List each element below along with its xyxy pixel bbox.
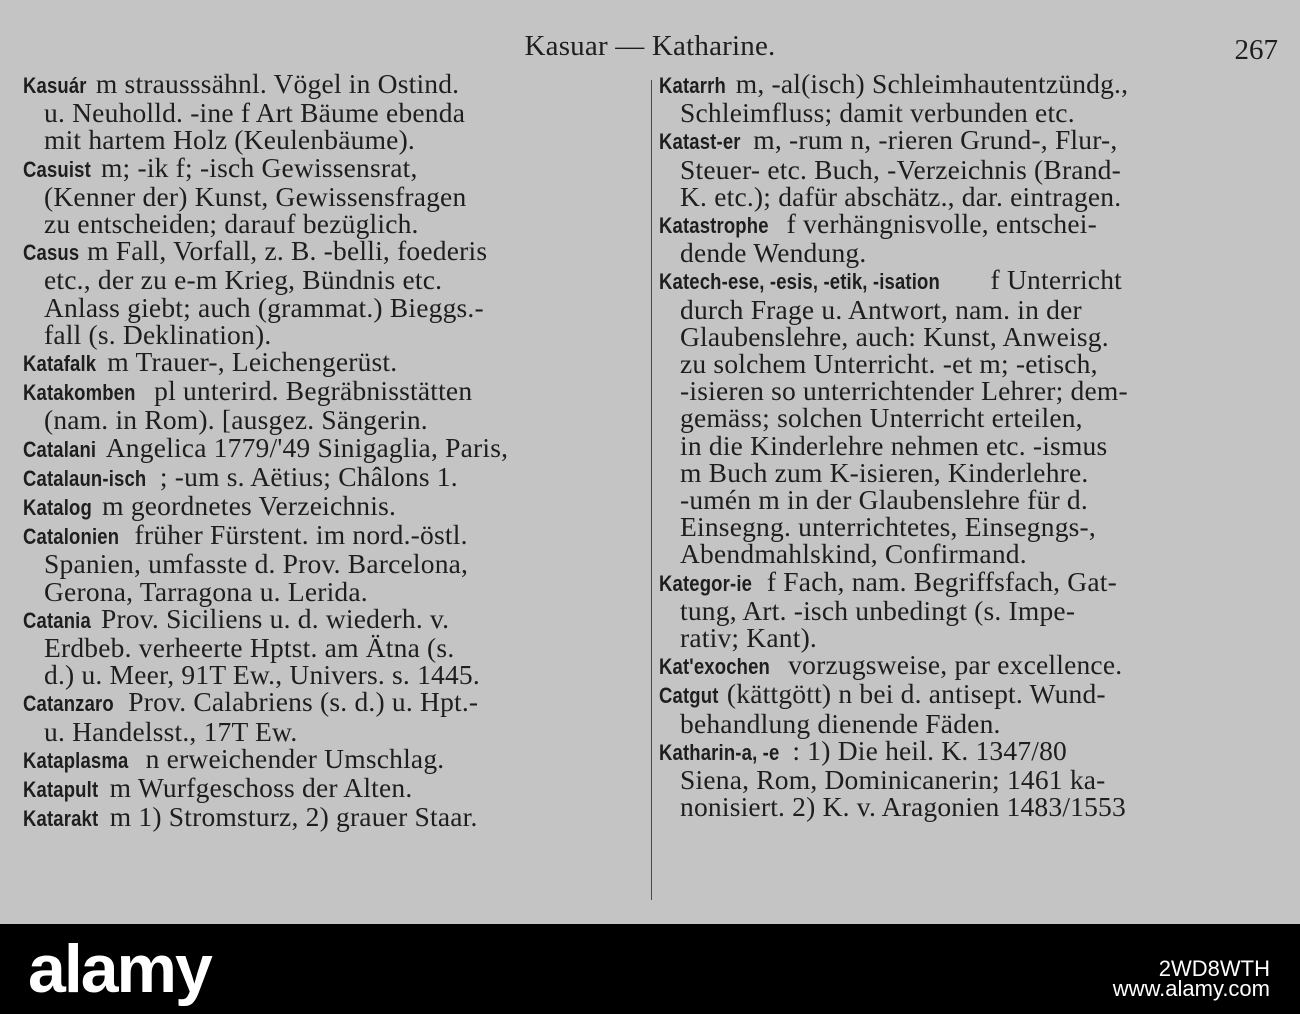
entry-text: (kättgött) n bei d. antisept. Wund- <box>719 678 1106 710</box>
entry-line <box>44 97 644 129</box>
entry-text: dende Wendung. <box>680 237 867 269</box>
entry-text: m Buch zum K-isieren, Kinderlehre. <box>680 456 1089 488</box>
entry-text: nonisiert. 2) K. v. Aragonien 1483/1553 <box>680 791 1126 823</box>
dictionary-entry <box>659 565 1280 654</box>
entry-line <box>23 235 644 267</box>
watermark-url: www.alamy.com <box>1112 976 1270 1001</box>
entry-headword: Katarakt <box>23 806 99 832</box>
entry-text: Abendmahlskind, Confirmand. <box>680 538 1027 570</box>
entry-line <box>680 153 1280 185</box>
entry-line <box>44 404 644 436</box>
dictionary-entry <box>23 431 644 463</box>
entry-text: f Unterricht <box>983 264 1122 296</box>
entry-line <box>659 124 1280 156</box>
entry-headword: Catalani <box>23 436 97 462</box>
entry-text: rativ; Kant). <box>680 622 817 654</box>
entry-line <box>44 715 644 747</box>
entry-text: m, -al(isch) Schleimhautentzündg., <box>728 68 1129 99</box>
entry-headword: Kasuár <box>23 73 87 98</box>
right-column <box>659 68 1280 823</box>
entry-headword: Katapult <box>23 777 99 803</box>
entry-line <box>659 264 1280 296</box>
entry-line <box>680 764 1280 796</box>
entry-text: tung, Art. -isch unbedingt (s. Impe- <box>680 594 1076 626</box>
entry-text: m, -rum n, -rieren Grund-, Flur-, <box>746 124 1118 156</box>
entry-line <box>44 180 644 212</box>
page-number: 267 <box>1234 34 1278 66</box>
entry-headword: Catania <box>23 607 91 633</box>
entry-line <box>23 68 644 99</box>
dictionary-entry <box>23 375 644 436</box>
dictionary-entry <box>659 734 1280 823</box>
entry-text: Anlass giebt; auch (grammat.) Bieggs.- <box>44 291 484 323</box>
entry-line <box>659 734 1280 766</box>
entry-line <box>680 456 1280 488</box>
entry-line <box>23 375 644 407</box>
entry-line <box>44 659 644 691</box>
entry-text: früher Fürstent. im nord.-östl. <box>127 519 468 551</box>
entry-text: Spanien, umfasste d. Prov. Barcelona, <box>44 548 469 580</box>
left-column <box>23 68 644 833</box>
entry-line <box>23 460 644 492</box>
entry-line <box>44 318 644 350</box>
entry-headword: Katast-er <box>659 129 741 155</box>
entry-line <box>680 484 1280 516</box>
entry-text: m Wurfgeschoss der Alten. <box>102 772 413 804</box>
alamy-logo: alamy <box>28 931 211 1007</box>
dictionary-entry <box>659 678 1280 739</box>
dictionary-entry <box>659 649 1280 681</box>
entry-headword: Katastrophe <box>659 213 769 239</box>
entry-line <box>680 707 1280 739</box>
entry-text: (nam. in Rom). [ausgez. Sängerin. <box>44 404 428 436</box>
entry-line <box>659 68 1280 99</box>
entry-text: Angelica 1779/'49 Sinigaglia, Paris, <box>100 431 509 463</box>
entry-text: m 1) Stromsturz, 2) grauer Staar. <box>102 801 478 833</box>
entry-line <box>44 124 644 156</box>
entry-text: f Fach, nam. Begriffsfach, Gat- <box>759 565 1117 597</box>
entry-line <box>680 511 1280 543</box>
entry-text: m Fall, Vorfall, z. B. -belli, foederis <box>80 235 488 267</box>
column-divider <box>651 80 652 900</box>
entry-text: Einsegng. unterrichtetes, Einsegngs-, <box>680 511 1096 543</box>
entry-text: pl unterird. Begräbnisstätten <box>147 375 473 407</box>
entry-text: : 1) Die heil. K. 1347/80 <box>792 734 1068 766</box>
entry-text: etc., der zu e-m Krieg, Bündnis etc. <box>44 264 443 296</box>
entry-line <box>680 320 1280 352</box>
entry-line <box>44 575 644 607</box>
entry-text: behandlung dienende Fäden. <box>680 707 1001 739</box>
entry-headword: Catanzaro <box>23 691 114 717</box>
entry-headword: Katalog <box>23 495 92 521</box>
entry-text: m strausssähnl. Vögel in Ostind. <box>88 68 460 99</box>
entry-text: m geordnetes Verzeichnis. <box>95 490 397 522</box>
entry-headword: Katafalk <box>23 351 97 377</box>
entry-line <box>680 180 1280 212</box>
entry-headword: Katech-ese, -esis, -etik, -isation <box>659 269 940 295</box>
entry-headword: Catalaun-isch <box>23 465 147 491</box>
entry-headword: Catgut <box>659 683 719 709</box>
entry-headword: Casus <box>23 240 80 266</box>
image-id: 2WD8WTH <box>1158 956 1270 981</box>
entry-text: -isieren so unterrichtender Lehrer; dem- <box>680 375 1128 407</box>
entry-text: fall (s. Deklination). <box>44 318 272 350</box>
entry-line <box>659 678 1280 710</box>
dictionary-entry <box>659 208 1280 269</box>
entry-text: gemäss; solchen Unterricht erteilen, <box>680 402 1083 434</box>
entry-line <box>680 97 1280 129</box>
entry-headword: Katharin-a, -e <box>659 739 780 765</box>
entry-line <box>680 429 1280 461</box>
entry-text: Siena, Rom, Dominicanerin; 1461 ka- <box>680 764 1106 796</box>
entry-line <box>23 801 644 833</box>
page-header-title: Kasuar — Katharine. <box>524 30 776 62</box>
entry-text: durch Frage u. Antwort, nam. in der <box>680 293 1082 325</box>
dictionary-entry <box>23 235 644 350</box>
entry-line <box>680 402 1280 434</box>
entry-line <box>680 594 1280 626</box>
entry-line <box>680 622 1280 654</box>
entry-text: zu solchem Unterricht. -et m; -etisch, <box>680 348 1098 380</box>
entry-headword: Casuist <box>23 156 91 182</box>
entry-headword: Kategor-ie <box>659 570 753 596</box>
entry-text: Steuer- etc. Buch, -Verzeichnis (Brand- <box>680 153 1121 185</box>
entry-line <box>680 293 1280 325</box>
dictionary-entry <box>23 346 644 378</box>
entry-text: vorzugsweise, par excellence. <box>781 649 1123 681</box>
entry-text: u. Handelsst., 17T Ew. <box>44 715 298 747</box>
entry-line <box>23 742 644 774</box>
dictionary-entry <box>23 490 644 522</box>
entry-line <box>23 519 644 551</box>
dictionary-entry <box>23 151 644 240</box>
entry-text: d.) u. Meer, 91T Ew., Univers. s. 1445. <box>44 659 480 691</box>
watermark-footer <box>0 924 1300 1014</box>
entry-text: Schleimfluss; damit verbunden etc. <box>680 97 1075 129</box>
entry-text: Gerona, Tarragona u. Lerida. <box>44 575 368 607</box>
entry-text: K. etc.); dafür abschätz., dar. eintragen. <box>680 180 1122 212</box>
entry-line <box>680 791 1280 823</box>
entry-line <box>23 151 644 183</box>
entry-line <box>659 208 1280 240</box>
entry-line <box>44 632 644 664</box>
entry-text: mit hartem Holz (Keulenbäume). <box>44 124 416 156</box>
entry-line <box>44 208 644 240</box>
dictionary-entry <box>23 460 644 492</box>
dictionary-entry <box>23 801 644 833</box>
entry-text: m Trauer-, Leichengerüst. <box>100 346 398 378</box>
dictionary-entry <box>23 772 644 804</box>
entry-text: -umén m in der Glaubenslehre für d. <box>680 484 1088 516</box>
dictionary-entry <box>23 686 644 747</box>
entry-headword: Kat'exochen <box>659 654 770 680</box>
entry-text: zu entscheiden; darauf bezüglich. <box>44 208 419 240</box>
entry-text: n erweichender Umschlag. <box>138 742 445 774</box>
entry-text: Prov. Calabriens (s. d.) u. Hpt.- <box>121 686 479 718</box>
entry-headword: Katarrh <box>659 73 726 98</box>
entry-line <box>44 264 644 296</box>
entry-text: ; -um s. Aëtius; Châlons 1. <box>159 460 458 492</box>
dictionary-entry <box>659 124 1280 212</box>
entry-text: Glaubenslehre, auch: Kunst, Anweisg. <box>680 320 1109 352</box>
entry-line <box>44 548 644 580</box>
entry-line <box>23 346 644 378</box>
dictionary-entry <box>23 519 644 607</box>
entry-text: m; -ik f; -isch Gewissensrat, <box>93 151 418 183</box>
entry-line <box>23 490 644 522</box>
entry-line <box>23 431 644 463</box>
entry-line <box>23 686 644 718</box>
entry-headword: Kataplasma <box>23 747 129 773</box>
entry-line <box>659 565 1280 597</box>
entry-line <box>23 772 644 804</box>
running-head <box>0 26 1300 66</box>
entry-line <box>659 649 1280 681</box>
entry-headword: Katakomben <box>23 380 136 406</box>
entry-headword: Catalonien <box>23 524 120 550</box>
dictionary-entry <box>659 264 1280 570</box>
entry-line <box>680 348 1280 380</box>
entry-text: u. Neuholld. -ine f Art Bäume ebenda <box>44 97 466 129</box>
entry-line <box>680 237 1280 269</box>
entry-text: Erdbeb. verheerte Hptst. am Ätna (s. <box>44 632 455 664</box>
dictionary-entry <box>23 68 644 156</box>
entry-line <box>23 602 644 634</box>
dictionary-entry <box>659 68 1280 129</box>
entry-text: in die Kinderlehre nehmen etc. -ismus <box>680 429 1108 461</box>
entry-text: f verhängnisvolle, entschei- <box>779 208 1097 240</box>
entry-line <box>680 538 1280 570</box>
entry-line <box>680 375 1280 407</box>
entry-line <box>44 291 644 323</box>
dictionary-entry <box>23 742 644 774</box>
entry-text: Prov. Siciliens u. d. wiederh. v. <box>93 602 450 634</box>
dictionary-entry <box>23 602 644 691</box>
entry-text: (Kenner der) Kunst, Gewissensfragen <box>44 180 467 212</box>
